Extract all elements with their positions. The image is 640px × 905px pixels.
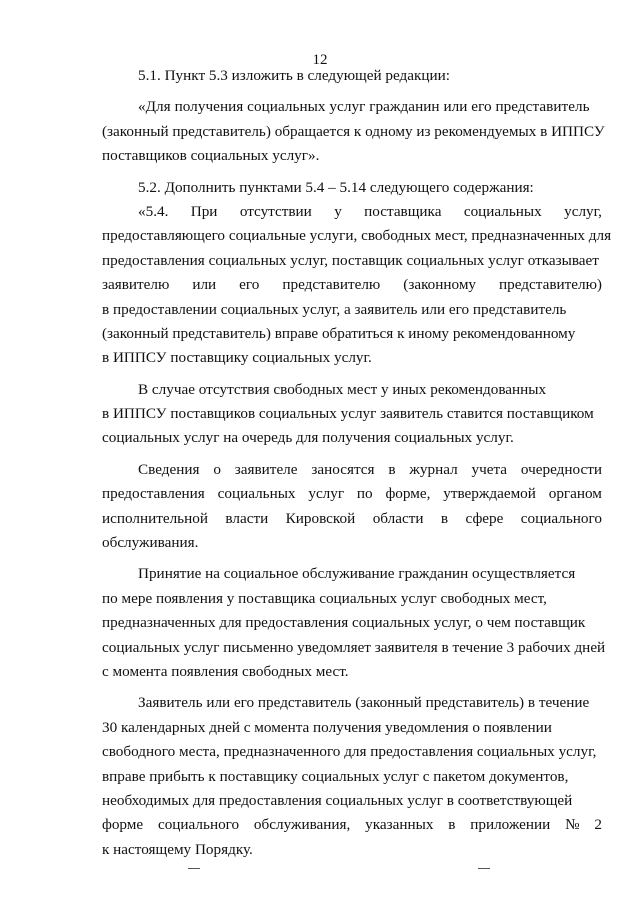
text-line: необходимых для предоставления социальных услуг в соответствующей (102, 791, 573, 809)
text-line: предоставления социальных услуг, поставщик социальных услуг отказывает (102, 251, 599, 269)
word: заносятся (311, 460, 375, 478)
text-line: с момента появления свободных мест. (102, 662, 349, 680)
word: области (372, 509, 424, 527)
word: в (448, 816, 456, 834)
text-line (102, 507, 602, 531)
word: форме, (385, 485, 431, 503)
text-line: по мере появления у поставщика социальных услуг свободных мест, (102, 589, 547, 607)
text-line: 30 календарных дней с момента получения уведомления о появлении (102, 718, 552, 736)
word: заявителю (102, 276, 170, 294)
word: исполнительной (102, 509, 208, 527)
text-line: (законный представитель) вправе обратиться к иному рекомендованному (102, 324, 576, 342)
text-line: к настоящему Порядку. (102, 840, 253, 858)
text-line (102, 482, 602, 506)
word: 2 (594, 816, 602, 834)
paragraph-5-4 (102, 200, 612, 371)
word: Сведения (138, 460, 200, 478)
word: очередности (520, 460, 602, 478)
paragraph-5-2 (102, 176, 602, 200)
text-line (102, 273, 602, 297)
word: учета (471, 460, 508, 478)
word: обслуживания, (253, 816, 351, 834)
text-line: предоставляющего социальные услуги, свободных мест, предназначенных для (102, 227, 612, 245)
word: отсутствии (239, 202, 312, 220)
page-number: 12 (312, 52, 328, 68)
word: форме (102, 816, 144, 834)
text-line (102, 458, 602, 482)
word: по (356, 485, 373, 503)
text-line: в ИППСУ поставщику социальных услуг. (102, 349, 372, 367)
text-line: в ИППСУ поставщиков социальных услуг заявитель ставится поставщиком (102, 405, 594, 423)
word: «5.4. (138, 202, 169, 220)
word: органом (548, 485, 602, 503)
text-line-content: «Для получения социальных услуг гражданин или его представитель (138, 98, 590, 116)
word: предоставления (102, 485, 205, 503)
word: поставщика (364, 202, 442, 220)
word: социального (520, 509, 602, 527)
word: сфере (465, 509, 504, 527)
text-line: социальных услуг письменно уведомляет заявителя в течение 3 рабочих дней (102, 638, 606, 656)
word: его (239, 276, 260, 294)
word: заявителе (234, 460, 298, 478)
text-line: 5.2. Дополнить пунктами 5.4 – 5.14 следующего содержания: (138, 178, 534, 196)
word: услуг (308, 485, 345, 503)
scan-artifact-mark (188, 868, 200, 869)
paragraph-no-free-places (102, 378, 602, 451)
text-line: обслуживания. (102, 534, 199, 552)
word: указанных (365, 816, 434, 834)
text-line: В случае отсутствия свободных мест у иных рекомендованных (138, 380, 547, 398)
text-line: предназначенных для предоставления социальных услуг, о чем поставщик (102, 614, 586, 632)
text-line (102, 813, 602, 837)
word: власти (225, 509, 269, 527)
text-line: свободного места, предназначенного для предоставления социальных услуг, (102, 743, 597, 761)
text-line: (законный представитель) обращается к одному из рекомендуемых в ИППСУ (102, 122, 605, 140)
word: о (213, 460, 221, 478)
document-body (102, 64, 612, 862)
text-line (102, 95, 602, 119)
paragraph-5-1 (102, 64, 602, 88)
text-line (102, 200, 602, 224)
word: социальных (463, 202, 542, 220)
word: Кировской (285, 509, 356, 527)
text-line: Принятие на социальное обслуживание гражданин осуществляется (138, 565, 576, 583)
word: При (190, 202, 218, 220)
text-line: поставщиков социальных услуг». (102, 147, 320, 165)
word: или (192, 276, 217, 294)
word: (законному (403, 276, 477, 294)
text-line: социальных услуг на очередь для получения социальных услуг. (102, 429, 514, 447)
paragraph-applicant-arrival (102, 691, 602, 862)
text-line: вправе прибыть к поставщику социальных услуг с пакетом документов, (102, 767, 569, 785)
paragraph-applicant-info (102, 458, 602, 556)
paragraph-admission (102, 562, 606, 684)
word: утверждаемой (443, 485, 536, 503)
word: в (440, 509, 449, 527)
word: № (565, 816, 580, 834)
word: приложении (470, 816, 551, 834)
word: в (388, 460, 396, 478)
word: журнал (409, 460, 458, 478)
text-line: 5.1. Пункт 5.3 изложить в следующей редакции: (138, 67, 451, 84)
text-line: в предоставлении социальных услуг, а заявитель или его представитель (102, 300, 567, 318)
word: представителю (282, 276, 381, 294)
text-line: Заявитель или его представитель (законный представитель) в течение (138, 694, 590, 712)
word: представителю) (499, 276, 602, 294)
word: у (334, 202, 342, 220)
word: услуг, (564, 202, 602, 220)
word: социального (157, 816, 240, 834)
word: социальных (217, 485, 296, 503)
paragraph-quote-5-3 (102, 95, 605, 168)
scan-artifact-mark (478, 868, 490, 869)
